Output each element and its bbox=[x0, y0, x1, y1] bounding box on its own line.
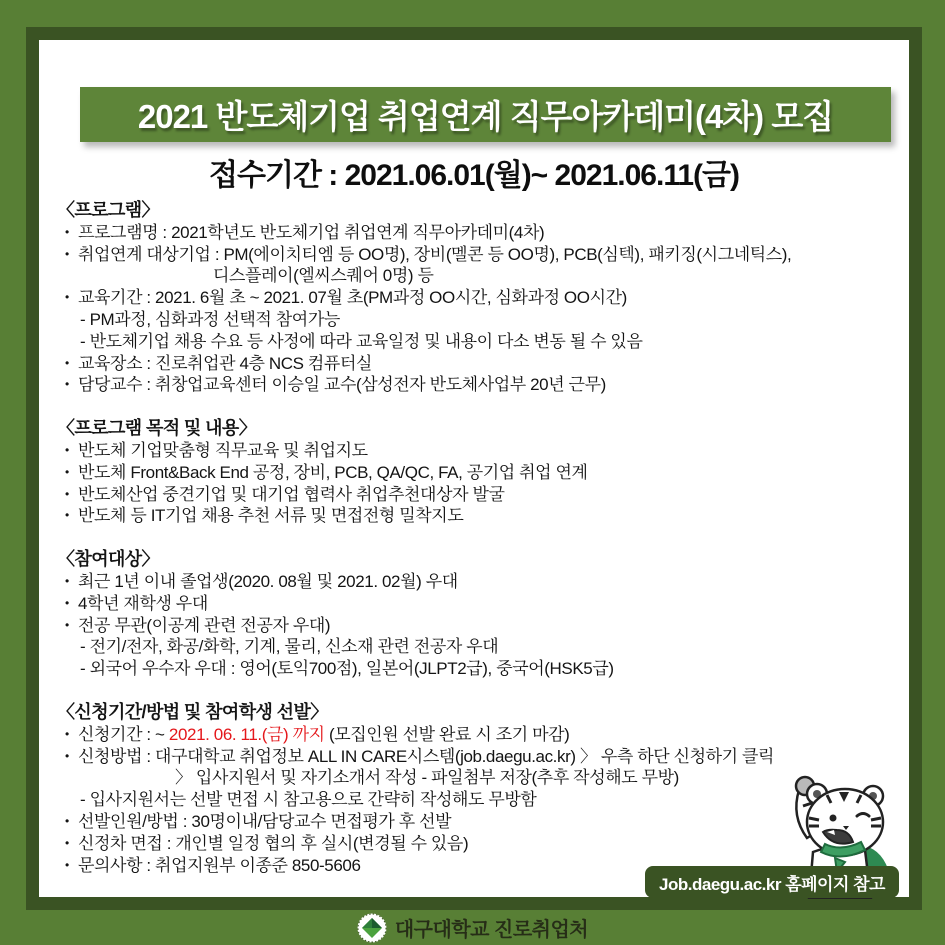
bullet-icon: • bbox=[65, 290, 69, 305]
homepage-reference-badge bbox=[645, 866, 899, 898]
bullet-icon: • bbox=[65, 617, 69, 632]
list-item-text: 최근 1년 이내 졸업생(2020. 08월 및 2021. 02월) 우대 bbox=[78, 571, 458, 591]
footer-org-name: 대구대학교 진로취업처 bbox=[394, 919, 589, 941]
list-item bbox=[39, 615, 909, 637]
list-item-text: 반도체산업 중견기업 및 대기업 협력사 취업추천대상자 발굴 bbox=[78, 484, 505, 504]
list-item-text: 교육기간 : 2021. 6월 초 ~ 2021. 07월 초(PM과정 OO시간, 심화과정 OO시간) bbox=[78, 288, 627, 308]
application-period: 접수기간 : 2021.06.01(월)~ 2021.06.11(금) bbox=[209, 159, 739, 192]
bullet-icon: • bbox=[65, 857, 69, 872]
bullet-icon: • bbox=[65, 508, 69, 523]
section-heading-program: 〈프로그램〉 bbox=[57, 200, 159, 220]
list-item-text: 교육장소 : 진로취업관 4층 NCS 컴퓨터실 bbox=[78, 353, 372, 373]
list-item bbox=[39, 484, 909, 506]
list-item bbox=[39, 571, 909, 593]
footer-bar bbox=[0, 910, 945, 945]
list-item-continuation: 디스플레이(엘씨스퀘어 0명) 등 bbox=[213, 266, 434, 286]
bullet-icon: • bbox=[65, 573, 69, 588]
list-item-text: 문의사항 : 취업지원부 이종준 850-5606 bbox=[78, 855, 361, 875]
list-item-deadline bbox=[39, 724, 909, 746]
list-subitem: - 반도체기업 채용 수요 등 사정에 따라 교육일정 및 내용이 다소 변동 될 수 있음 bbox=[80, 331, 643, 351]
bullet-icon: • bbox=[65, 377, 69, 392]
university-seal-icon bbox=[357, 913, 387, 943]
bullet-icon: • bbox=[65, 355, 69, 370]
list-item bbox=[39, 374, 909, 396]
bullet-icon: • bbox=[65, 246, 69, 261]
list-subitem: - 외국어 우수자 우대 : 영어(토익700점), 일본어(JLPT2급), 중국어(HSK5급) bbox=[80, 659, 614, 679]
list-item-text: 신청방법 : 대구대학교 취업정보 ALL IN CARE시스템(job.daegu.ac.kr) 〉 우측 하단 신청하기 클릭 bbox=[78, 746, 775, 766]
deadline-date-highlight: 2021. 06. 11.(금) 까지 bbox=[168, 724, 325, 744]
bullet-icon: • bbox=[65, 464, 69, 479]
bullet-icon: • bbox=[65, 224, 69, 239]
bullet-icon: • bbox=[65, 748, 69, 763]
list-item bbox=[39, 353, 909, 375]
list-item-text: 반도체 Front&Back End 공정, 장비, PCB, QA/QC, FA, 공기업 취업 연계 bbox=[78, 462, 588, 482]
deadline-prefix: 신청기간 : ~ bbox=[78, 724, 169, 744]
list-item bbox=[39, 244, 909, 266]
list-subitem: - 전기/전자, 화공/화학, 기계, 물리, 신소재 관련 전공자 우대 bbox=[80, 637, 499, 657]
list-item bbox=[39, 287, 909, 309]
list-item-text: 반도체 기업맞춤형 직무교육 및 취업지도 bbox=[78, 440, 368, 460]
list-item-text: 담당교수 : 취창업교육센터 이승일 교수(삼성전자 반도체사업부 20년 근무) bbox=[78, 375, 606, 395]
list-item-text: 프로그램명 : 2021학년도 반도체기업 취업연계 직무아카데미(4차) bbox=[78, 222, 545, 242]
list-item-text: 취업연계 대상기업 : PM(에이치티엠 등 OO명), 장비(멜콘 등 OO명), PCB(심텍), 패키징(시그네틱스), bbox=[78, 244, 792, 264]
list-item-text: 신정차 면접 : 개인별 일정 협의 후 실시(변경될 수 있음) bbox=[78, 833, 469, 853]
poster-frame bbox=[26, 27, 922, 910]
bullet-icon: • bbox=[65, 442, 69, 457]
list-subitem: - 입사지원서는 선발 면접 시 참고용으로 간략히 작성해도 무방함 bbox=[80, 790, 537, 810]
list-item-continuation: 〉 입사지원서 및 자기소개서 작성 - 파일첨부 저장(추후 작성해도 무방) bbox=[175, 768, 679, 788]
bullet-icon: • bbox=[65, 813, 69, 828]
list-subitem: - PM과정, 심화과정 선택적 참여가능 bbox=[80, 309, 340, 329]
list-item-text: 반도체 등 IT기업 채용 추천 서류 및 면접전형 밀착지도 bbox=[78, 506, 464, 526]
list-item bbox=[39, 462, 909, 484]
bullet-icon: • bbox=[65, 726, 69, 741]
poster-title: 2021 반도체기업 취업연계 직무아카데미(4차) 모집 bbox=[137, 98, 834, 135]
bullet-icon: • bbox=[65, 835, 69, 850]
list-item-text: 선발인원/방법 : 30명이내/담당교수 면접평가 후 선발 bbox=[78, 811, 452, 831]
title-banner bbox=[80, 87, 891, 142]
list-item bbox=[39, 440, 909, 462]
list-item bbox=[39, 593, 909, 615]
bullet-icon: • bbox=[65, 595, 69, 610]
homepage-reference-label: Job.daegu.ac.kr 홈페이지 참고 bbox=[659, 874, 885, 894]
deadline-suffix: (모집인원 선발 완료 시 조기 마감) bbox=[324, 724, 570, 744]
list-item-text: 전공 무관(이공계 관련 전공자 우대) bbox=[78, 615, 331, 635]
list-item bbox=[39, 746, 909, 768]
section-heading-application: 〈신청기간/방법 및 참여학생 선발〉 bbox=[57, 701, 328, 722]
list-item bbox=[39, 222, 909, 244]
list-item bbox=[39, 505, 909, 527]
section-heading-eligibility: 〈참여대상〉 bbox=[57, 549, 159, 570]
list-item-text: 4학년 재학생 우대 bbox=[78, 593, 208, 613]
bullet-icon: • bbox=[65, 486, 69, 501]
section-heading-purpose: 〈프로그램 목적 및 내용〉 bbox=[57, 418, 257, 439]
